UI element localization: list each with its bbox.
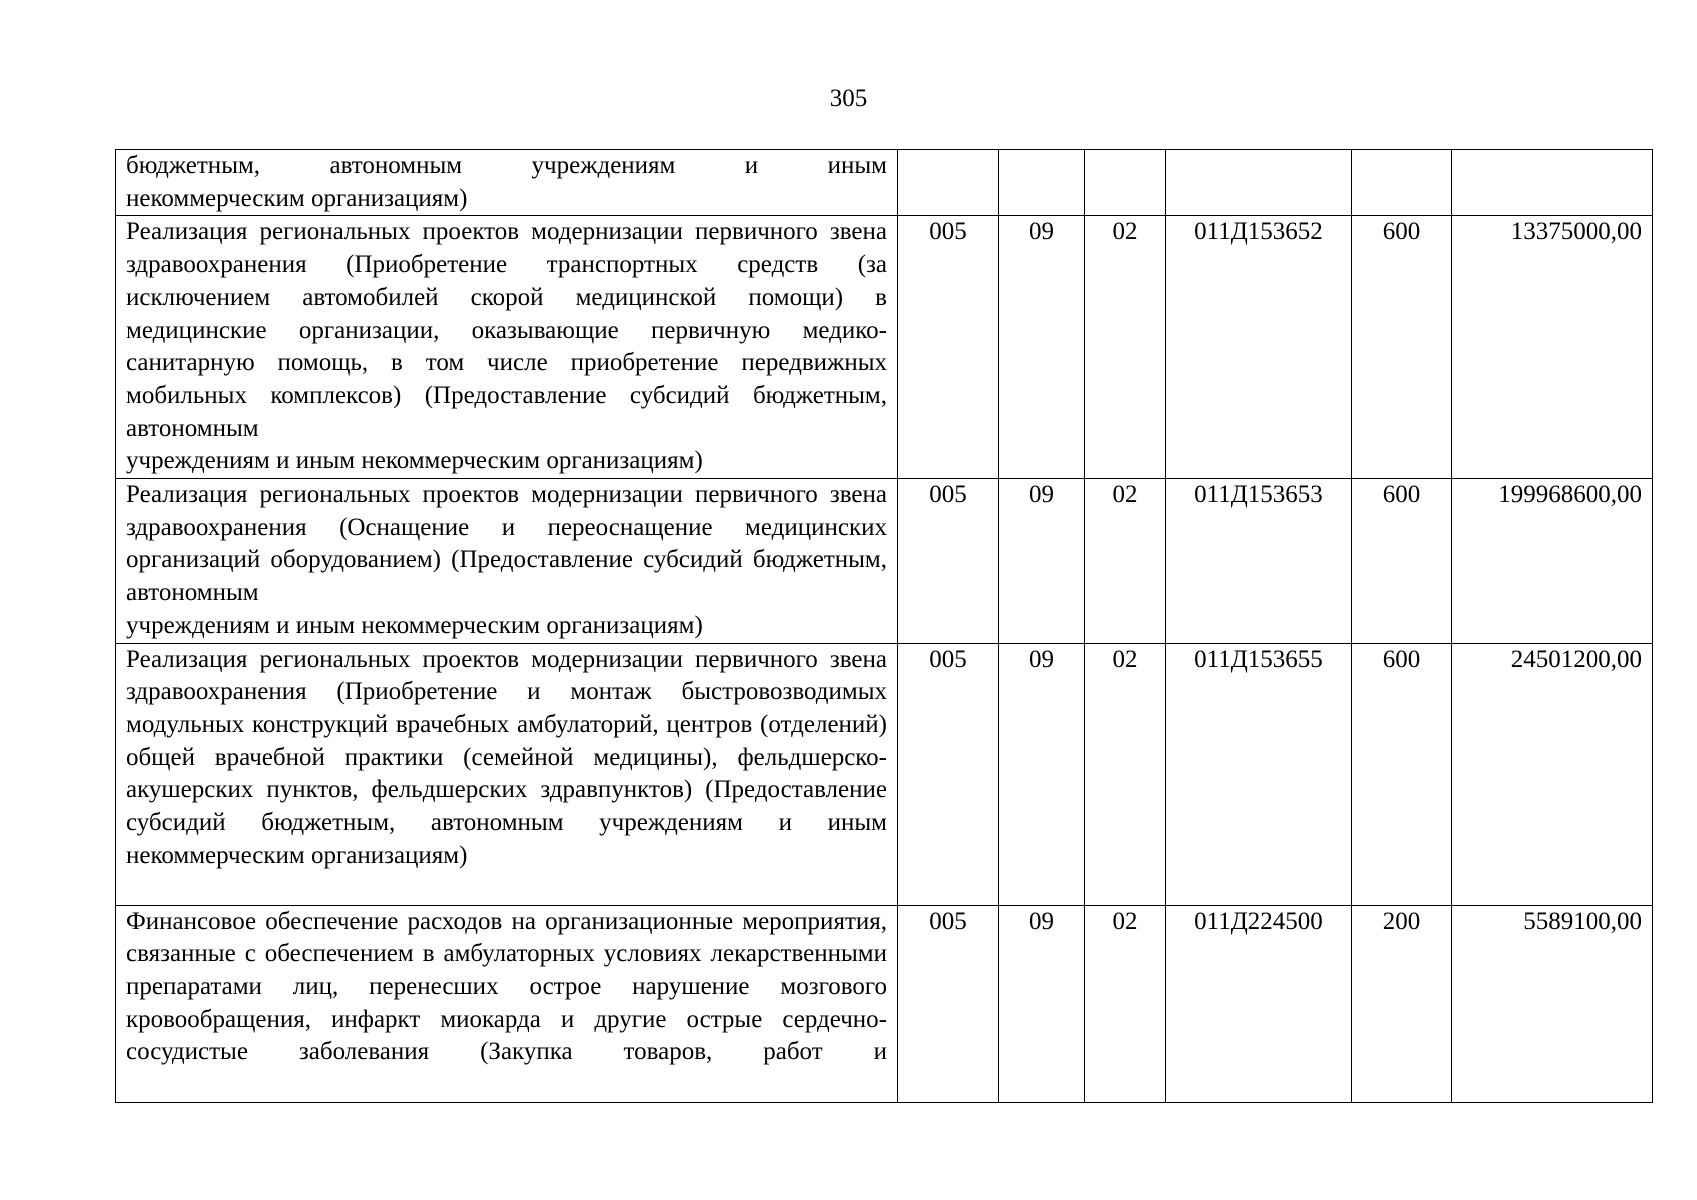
subsection-code-cell <box>1085 150 1166 216</box>
description-text: Реализация региональных проектов модернизации первичного звена здравоохранения (Приобретение транспортных средств (за исключением автомобилей скорой медицинской помощи) в медицинские организации, оказывающие первичную медико-санитарную помощь, в том числе приобретение передвижных мобильных комплексов) (Предоставление субсидий бюджетным, автономным <box>126 218 887 442</box>
description-text: бюджетным, автономным учреждениям и иным <box>126 152 887 179</box>
description-cell <box>116 479 898 644</box>
description-last-line: некоммерческим организациям) <box>126 184 468 212</box>
description-text: Реализация региональных проектов модернизации первичного звена здравоохранения (Оснащение и переоснащение медицинских организаций оборудованием) (Предоставление субсидий бюджетным, автономным <box>126 481 887 607</box>
amount-cell: 5589100,00 <box>1452 905 1653 1102</box>
ministry-code-cell: 005 <box>898 905 999 1102</box>
target-article-cell: 011Д153655 <box>1166 643 1352 905</box>
description-text: Реализация региональных проектов модернизации первичного звена здравоохранения (Приобретение и монтаж быстровозводимых модульных конструкций врачебных амбулаторий, центров (отделений) общей врачебной практики (семейной медицины), фельдшерско-акушерских пунктов, фельдшерских здравпунктов) (Предоставление субсидий бюджетным, автономным учреждениям и иным <box>126 645 887 837</box>
table-row <box>116 216 1653 479</box>
amount-cell: 13375000,00 <box>1452 216 1653 479</box>
target-article-cell: 011Д153652 <box>1166 216 1352 479</box>
table-row <box>116 150 1653 216</box>
description-cell <box>116 643 898 905</box>
ministry-code-cell: 005 <box>898 643 999 905</box>
description-last-line: некоммерческим организациям) <box>126 841 468 869</box>
description-cell <box>116 905 898 1102</box>
description-cell <box>116 150 898 216</box>
target-article-cell <box>1166 150 1352 216</box>
page-number: 305 <box>829 85 868 112</box>
table-row <box>116 479 1653 644</box>
subsection-code-cell: 02 <box>1085 905 1166 1102</box>
expense-type-cell: 600 <box>1352 216 1452 479</box>
table-row <box>116 643 1653 905</box>
section-code-cell: 09 <box>999 905 1085 1102</box>
section-code-cell: 09 <box>999 643 1085 905</box>
target-article-cell: 011Д224500 <box>1166 905 1352 1102</box>
expense-type-cell: 600 <box>1352 479 1452 644</box>
description-cell <box>116 216 898 479</box>
amount-cell: 199968600,00 <box>1452 479 1653 644</box>
expense-type-cell: 600 <box>1352 643 1452 905</box>
amount-cell <box>1452 150 1653 216</box>
section-code-cell: 09 <box>999 479 1085 644</box>
expense-type-cell: 200 <box>1352 905 1452 1102</box>
subsection-code-cell: 02 <box>1085 479 1166 644</box>
expense-type-cell <box>1352 150 1452 216</box>
description-last-line: учреждениям и иным некоммерческим организациям) <box>126 611 703 639</box>
section-code-cell <box>999 150 1085 216</box>
ministry-code-cell: 005 <box>898 479 999 644</box>
budget-table <box>115 149 1653 1103</box>
subsection-code-cell: 02 <box>1085 643 1166 905</box>
description-text: Финансовое обеспечение расходов на организационные мероприятия, связанные с обеспечением в амбулаторных условиях лекарственными препаратами лиц, перенесших острое нарушение мозгового кровообращения, инфаркт миокарда и другие острые сердечно-сосудистые заболевания (Закупка товаров, работ и <box>126 907 887 1066</box>
ministry-code-cell: 005 <box>898 216 999 479</box>
section-code-cell: 09 <box>999 216 1085 479</box>
amount-cell: 24501200,00 <box>1452 643 1653 905</box>
target-article-cell: 011Д153653 <box>1166 479 1352 644</box>
description-last-line: учреждениям и иным некоммерческим организациям) <box>126 447 703 475</box>
ministry-code-cell <box>898 150 999 216</box>
subsection-code-cell: 02 <box>1085 216 1166 479</box>
table-row <box>116 905 1653 1102</box>
